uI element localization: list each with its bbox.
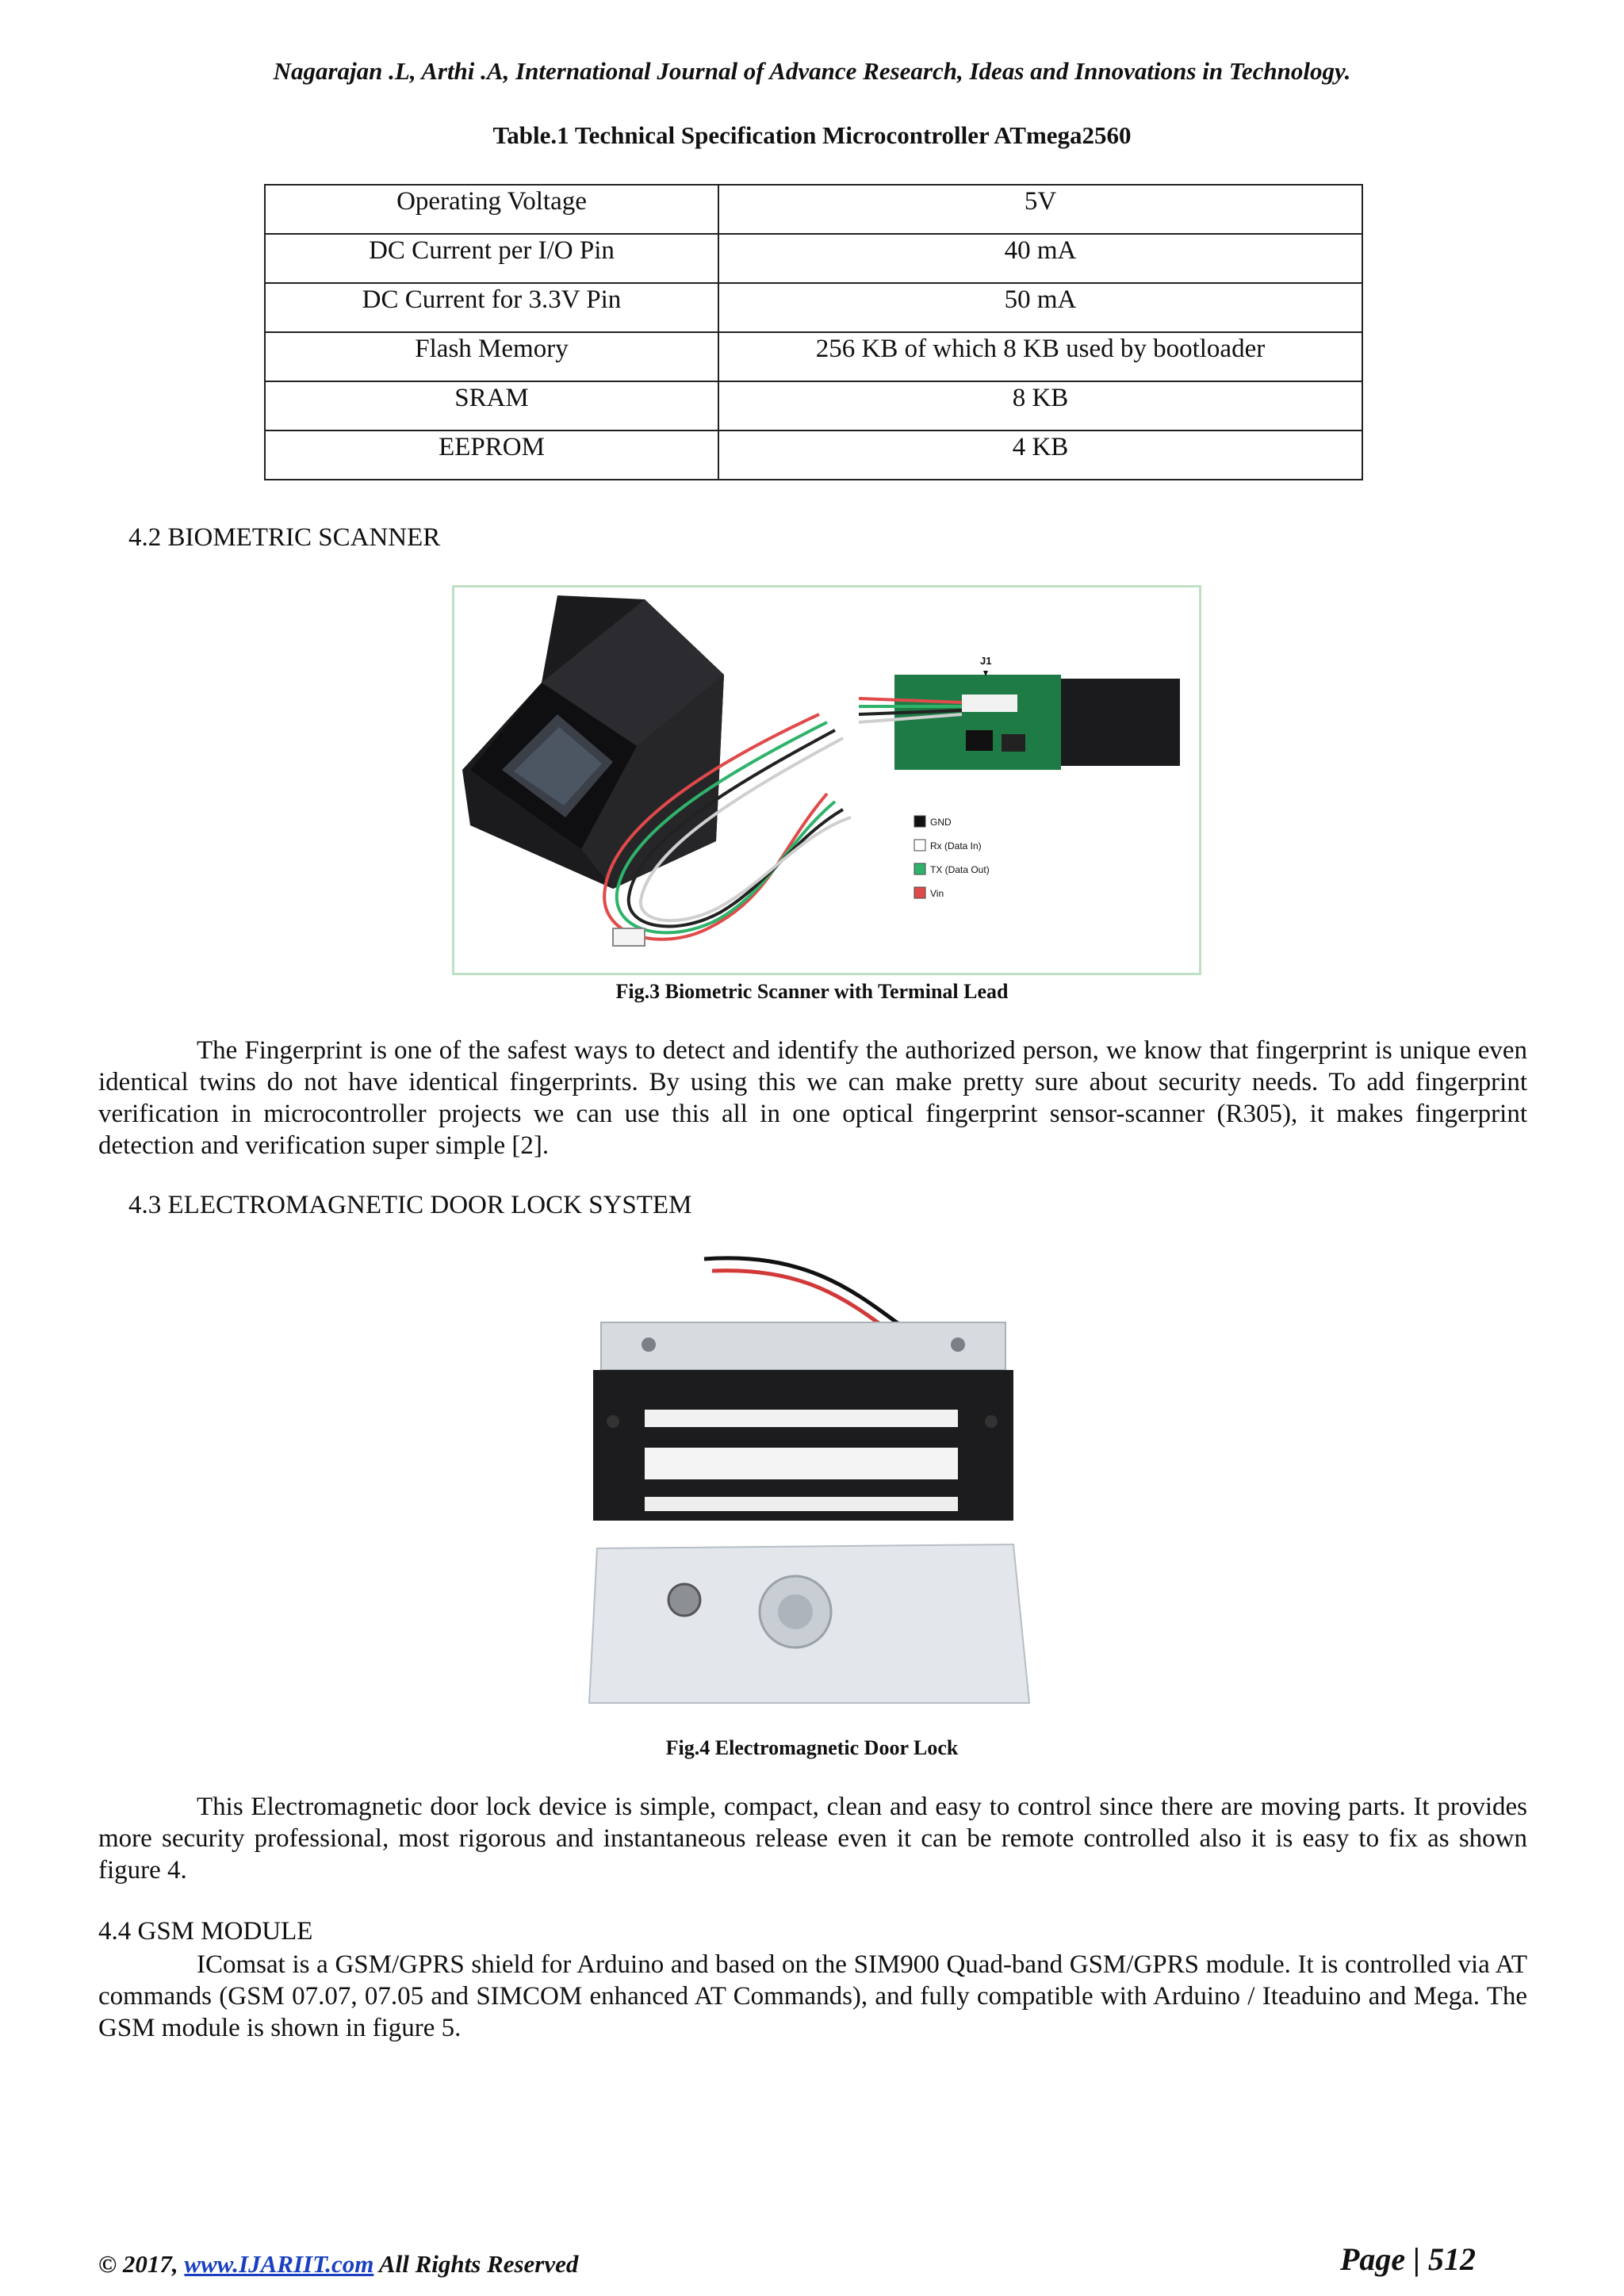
- table-cell: 4 KB: [718, 430, 1362, 480]
- screw-icon: [642, 1337, 656, 1352]
- table-cell: DC Current for 3.3V Pin: [265, 283, 718, 332]
- table-cell: 5V: [718, 185, 1362, 234]
- table-row: [265, 234, 1362, 283]
- table-row: [265, 332, 1362, 381]
- footer-copyright: © 2017, www.IJARIIT.com All Rights Reserved: [98, 2250, 579, 2278]
- legend-label: TX (Data Out): [930, 864, 990, 875]
- running-head: Nagarajan .L, Arthi .A, International Journal of Advance Research, Ideas and Innovations in Technology.: [273, 57, 1351, 85]
- table-caption: Table.1 Technical Specification Microcontroller ATmega2560: [492, 121, 1132, 149]
- section-heading-biometric: 4.2 BIOMETRIC SCANNER: [128, 523, 441, 552]
- page-number: Page | 512: [1340, 2241, 1476, 2277]
- section-heading-gsm: 4.4 GSM MODULE: [98, 1917, 313, 1946]
- site-link[interactable]: www.IJARIIT.com: [184, 2250, 374, 2278]
- section-heading-door-lock: 4.3 ELECTROMAGNETIC DOOR LOCK SYSTEM: [128, 1191, 692, 1219]
- coil-strip: [645, 1410, 958, 1427]
- board-label: J1: [980, 655, 992, 667]
- coil-strip: [645, 1497, 958, 1511]
- table-cell: Operating Voltage: [265, 185, 718, 234]
- biometric-scanner-figure: [452, 585, 1201, 975]
- figure-caption: Fig.3 Biometric Scanner with Terminal Lead: [615, 980, 1009, 1003]
- screw-icon: [951, 1337, 965, 1352]
- table-row: [265, 185, 1362, 234]
- screw-icon: [668, 1584, 700, 1616]
- table-cell: EEPROM: [265, 430, 718, 480]
- magnet-plate: [601, 1322, 1005, 1370]
- legend-label: Rx (Data In): [930, 840, 982, 851]
- legend-label: Vin: [930, 888, 944, 899]
- screw-icon: [985, 1415, 998, 1428]
- table-cell: SRAM: [265, 381, 718, 430]
- table-cell: 40 mA: [718, 234, 1362, 283]
- screw-icon: [607, 1415, 619, 1428]
- coil-strip: [645, 1448, 958, 1479]
- sensor-board-icon: [859, 671, 1180, 770]
- table-row: [265, 381, 1362, 430]
- paragraph-door-lock: This Electromagnetic door lock device is simple, compact, clean and easy to control since there are moving parts. It provides more security professional, most rigorous and instantaneous release even it can be remote controlled also it is easy to fix as shown figure 4.: [98, 1793, 1527, 1885]
- figure-caption: Fig.4 Electromagnetic Door Lock: [665, 1736, 959, 1759]
- table-cell: 50 mA: [718, 283, 1362, 332]
- paragraph-biometric: The Fingerprint is one of the safest ways to detect and identify the authorized person, we know that fingerprint is unique even identical twins do not have identical fingerprints. By using this we can make pretty sure about security needs. To add fingerprint verification in microcontroller projects we can use this all in one optical fingerprint sensor-scanner (R305), it makes fingerprint detection and verification super simple [2].: [98, 1036, 1527, 1160]
- table-row: [265, 283, 1362, 332]
- table-cell: DC Current per I/O Pin: [265, 234, 718, 283]
- table-cell: Flash Memory: [265, 332, 718, 381]
- table-cell: 256 KB of which 8 KB used by bootloader: [718, 332, 1362, 381]
- paragraph-gsm: IComsat is a GSM/GPRS shield for Arduino and based on the SIM900 Quad-band GSM/GPRS module. It is controlled via AT commands (GSM 07.07, 07.05 and SIMCOM enhanced AT Commands), and fully compatible with Arduino / Iteaduino and Mega. The GSM module is shown in figure 5.: [98, 1950, 1527, 2042]
- table-row: [265, 430, 1362, 480]
- connector-icon: [613, 928, 645, 946]
- door-lock-figure: [577, 1251, 1069, 1711]
- spec-table: [264, 184, 1363, 480]
- table-cell: 8 KB: [718, 381, 1362, 430]
- legend-label: GND: [930, 817, 952, 828]
